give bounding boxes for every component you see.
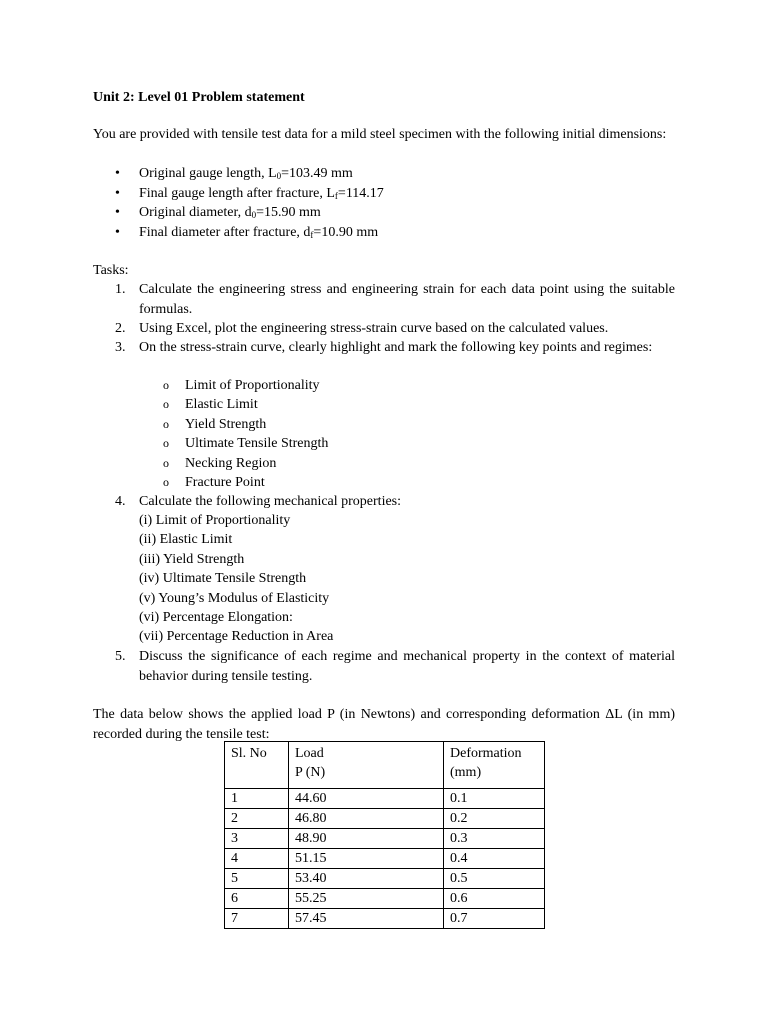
bullet-icon: • [115,166,120,181]
list-item: • Final gauge length after fracture, $L_f=114.17$ [93,184,384,204]
list-item: o Fracture Point [93,473,328,492]
column-header: Deformation (mm) [444,742,545,789]
bullet-icon: • [115,205,120,220]
circle-bullet-icon: o [163,397,169,412]
dimensions-list [93,164,384,242]
circle-bullet-icon: o [163,436,169,451]
list-item: (i) Limit of Proportionality [139,513,291,528]
bullet-icon: • [115,224,120,240]
table-row: 6 55.25 0.6 [225,889,545,909]
list-item: o Ultimate Tensile Strength [93,434,328,453]
list-item: o Elastic Limit [93,395,328,414]
circle-bullet-icon: o [163,378,169,392]
table-row: 5 53.40 0.5 [225,869,545,889]
list-item: (v) Young’s Modulus of Elasticity [139,590,330,606]
column-header: Load P (N) [289,742,444,789]
circle-bullet-icon: o [163,455,169,470]
list-item: • Final diameter after fracture, $d_f=10.90$ mm [93,223,384,243]
properties-list [139,511,333,647]
data-intro-paragraph: The data below shows the applied load P (in Newtons) and corresponding deformation ΔL (in mm) recorded during the tensile test: [93,707,675,742]
table-row: 4 51.15 0.4 [225,849,545,869]
list-item: • Original diameter, $d_0=15.90$ mm [93,203,384,223]
list-item: o Necking Region [93,454,328,473]
key-points-list [93,376,328,492]
column-header: Sl. No [225,742,289,789]
document-page: Unit 2: Level 01 Problem statement You are provided with tensile test data for a mild steel specimen with the following initial dimensions: • Original gauge length, $L_0=103.49$ mm • Final gauge length after fracture, $L_f=114.17$ • Original diameter, $d_0=15.90$ mm • Final diameter after fracture, $d_f=10.90$ mm Tasks: 1. Calculate the engineering stress and engineering strain for each data point using the suitable formulas. 2. Using Excel, plot the engineering stress-strain curve based on the calculated values. 3. On the stress-strain curve, clearly highlight and mark the following key points and regimes: o Limit of Proportionality o Elastic Limit o Yield Strength o Ultimate Tensile Strength o Necking Region o Fracture Point 4. Calculate the following mechanical properties: (i) Limit of Proportionality (ii) Elastic Limit (iii) Yield Strength (iv) Ultimate Tensile Strength (v) Young’s Modulus of Elasticity (vi) Percentage Elongation: (vii) Percentage Reduction in Area 5. Discuss the significance of each regime and mechanical property in the context of material behavior during tensile testing. The data below shows the applied load P (in Newtons) and corresponding deformation ΔL (in mm) recorded during the tensile test: Sl. No Load P (N) Deformation (mm) 1 44.60 0.1 2 46.80 0.2 3 48.90 0.3 4 51.15 0.4 5 53.40 0.5 6 55.25 0.6 7 57.45 0.7 [0,0,768,1024]
list-item: (vii) Percentage Reduction in Area [139,629,334,645]
bullet-icon: • [115,185,120,201]
list-item: o Limit of Proportionality [93,376,328,395]
list-item: • Original gauge length, $L_0=103.49$ mm [93,164,384,184]
table-row: 2 46.80 0.2 [225,809,545,829]
intro-paragraph: You are provided with tensile test data for a mild steel specimen with the following initial dimensions: [93,127,667,142]
list-item: (vi) Percentage Elongation: [139,610,293,626]
tensile-data-table [224,741,545,929]
table-header-row [225,742,545,789]
tasks-label: Tasks: [93,263,129,278]
list-item: o Yield Strength [93,415,328,434]
table-row: 3 48.90 0.3 [225,829,545,849]
page-heading: Unit 2: Level 01 Problem statement [93,90,305,105]
list-item: (iv) Ultimate Tensile Strength [139,571,307,587]
list-item: (ii) Elastic Limit [139,532,233,548]
table-row: 7 57.45 0.7 [225,909,545,929]
table-row: 1 44.60 0.1 [225,789,545,809]
circle-bullet-icon: o [163,416,169,431]
list-item: (iii) Yield Strength [139,551,245,567]
circle-bullet-icon: o [163,475,169,490]
